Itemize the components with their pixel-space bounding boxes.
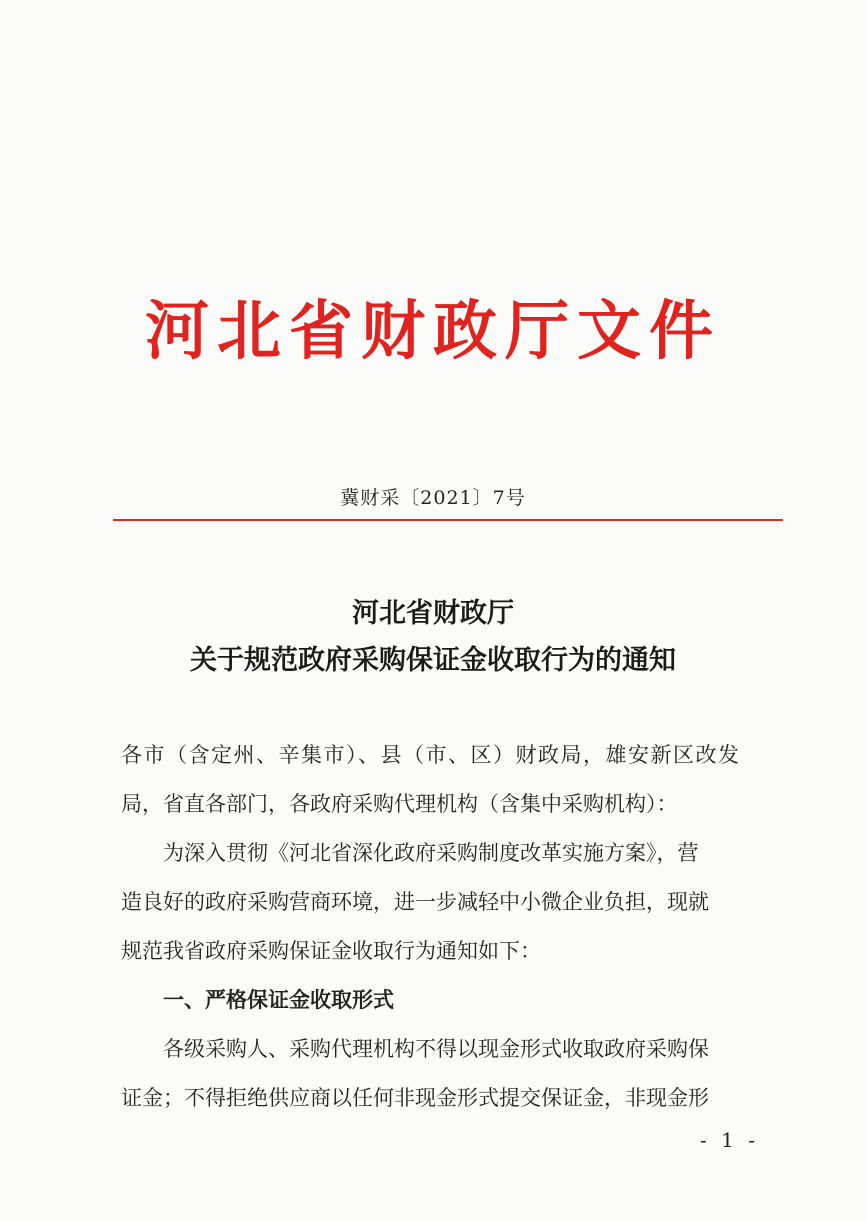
paragraph-line: 规范我省政府采购保证金收取行为通知如下： [121,939,541,963]
subject-line-issuer: 河北省财政厅 [352,598,514,629]
notice-body [121,731,781,1123]
section-heading: 一、严格保证金收取形式 [163,988,394,1012]
paragraph-line: 造良好的政府采购营商环境，进一步减轻中小微企业负担，现就 [121,890,709,914]
paragraph-line: 为深入贯彻《河北省深化政府采购制度改革实施方案》，营 [163,841,699,865]
notice-subject [0,590,866,684]
subject-line-title: 关于规范政府采购保证金收取行为的通知 [190,645,676,676]
document-number: 冀财采〔2021〕7号 [340,487,526,509]
addressee-line: 局，省直各部门，各政府采购代理机构（含集中采购机构）： [121,792,678,816]
paragraph-line: 证金；不得拒绝供应商以任何非现金形式提交保证金，非现金形 [121,1086,709,1110]
addressee-line: 各市（含定州、辛集市）、县（市、区）财政局，雄安新区改发 [121,743,741,767]
red-divider-line [113,519,783,521]
paragraph-line: 各级采购人、采购代理机构不得以现金形式收取政府采购保 [163,1037,709,1061]
document-header-title: 河北省财政厅文件 [145,294,721,369]
page-number: - 1 - [700,1128,759,1152]
